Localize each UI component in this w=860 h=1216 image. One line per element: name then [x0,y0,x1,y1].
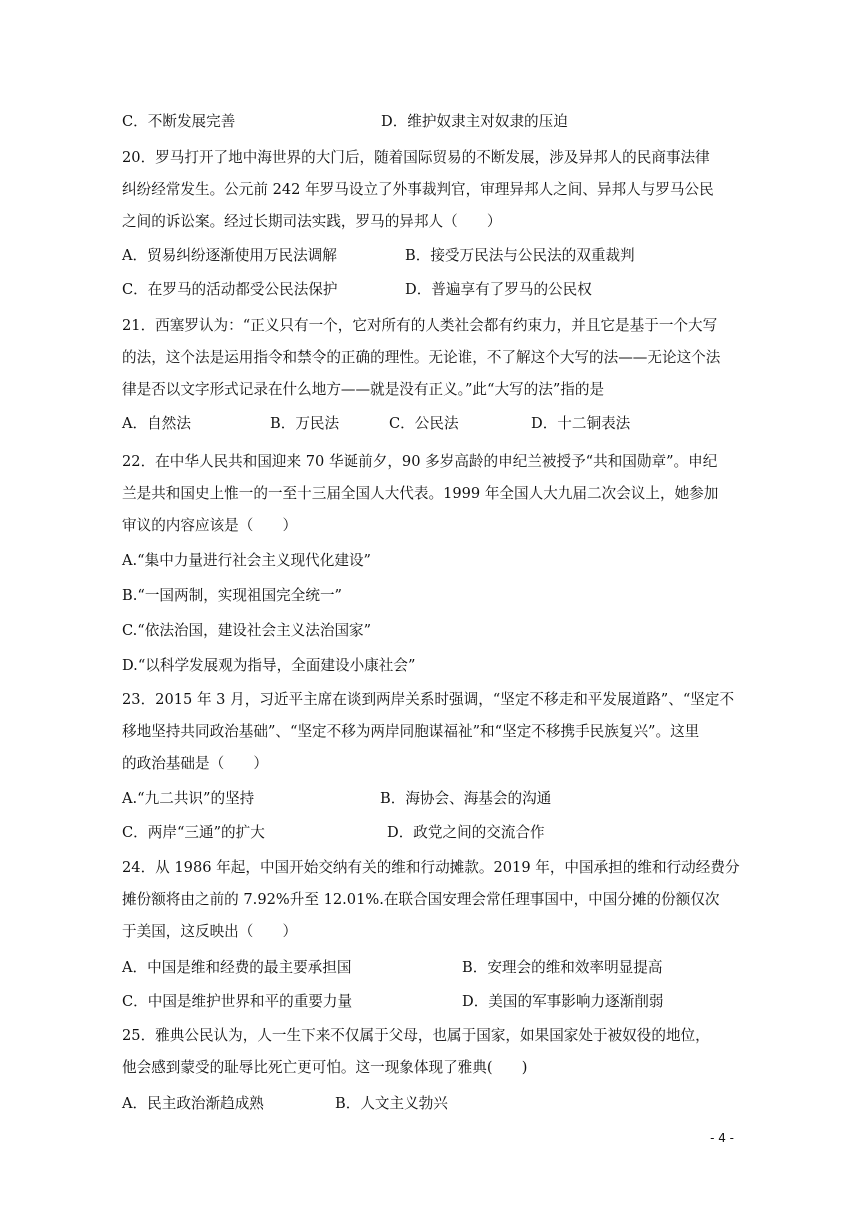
q20-option-c: C．在罗马的活动都受公民法保护 [122,281,338,298]
q24-stem-line-2: 摊份额将由之前的 7.92%升至 12.01%.在联合国安理会常任理事国中，中国分摊的份额仅次 [122,891,720,908]
q20-option-d: D．普遍享有了罗马的公民权 [405,281,592,298]
q23-option-a: A.“九二共识”的坚持 [122,790,255,807]
q23-option-c: C．两岸“三通”的扩大 [122,824,265,841]
q22-stem-line-3: 审议的内容应该是（ ） [122,517,298,534]
q21-option-d: D．十二铜表法 [531,415,631,432]
q25-stem-line-1: 25．雅典公民认为，人一生下来不仅属于父母，也属于国家，如果国家处于被奴役的地位， [122,1027,710,1044]
q23-option-d: D．政党之间的交流合作 [387,824,545,841]
q24-stem-line-3: 于美国，这反映出（ ） [122,923,298,940]
q19-option-d: D．维护奴隶主对奴隶的压迫 [381,113,568,130]
q20-stem-line-2: 纠纷经常发生。公元前 242 年罗马设立了外事裁判官，审理异邦人之间、异邦人与罗马公民 [122,181,714,198]
q21-option-b: B．万民法 [270,415,340,432]
q22-stem-line-1: 22．在中华人民共和国迎来 70 华诞前夕，90 多岁高龄的申纪兰被授予“共和国勋章”。申纪 [122,453,718,470]
q23-stem-line-3: 的政治基础是（ ） [122,755,268,772]
q25-option-a: A．民主政治渐趋成熟 [122,1095,264,1112]
q20-option-b: B．接受万民法与公民法的双重裁判 [405,247,635,264]
q25-stem-line-2: 他会感到蒙受的耻辱比死亡更可怕。这一现象体现了雅典( ) [122,1059,528,1076]
q21-option-c: C．公民法 [389,415,459,432]
q20-option-a: A．贸易纠纷逐渐使用万民法调解 [122,247,337,264]
q20-stem-line-3: 之间的诉讼案。经过长期司法实践，罗马的异邦人（ ） [122,213,502,230]
q22-option-a: A.“集中力量进行社会主义现代化建设” [122,552,372,569]
q22-option-c: C.“依法治国，建设社会主义法治国家” [122,622,372,639]
q19-option-c: C．不断发展完善 [122,113,236,130]
q23-stem-line-1: 23．2015 年 3 月，习近平主席在谈到两岸关系时强调，“坚定不移走和平发展道路”、“坚定不 [122,691,735,708]
q22-stem-line-2: 兰是共和国史上惟一的一至十三届全国人大代表。1999 年全国人大九届二次会议上，她参加 [122,485,719,502]
q20-stem-line-1: 20．罗马打开了地中海世界的大门后，随着国际贸易的不断发展，涉及异邦人的民商事法律 [122,149,710,166]
q22-option-d: D.“以科学发展观为指导，全面建设小康社会” [122,657,416,674]
q24-option-b: B．安理会的维和效率明显提高 [462,959,663,976]
q24-option-a: A．中国是维和经费的最主要承担国 [122,959,352,976]
q23-stem-line-2: 移地坚持共同政治基础”、“坚定不移为两岸同胞谋福祉”和“坚定不移携手民族复兴”。这里 [122,723,700,740]
q24-option-c: C．中国是维护世界和平的重要力量 [122,993,353,1010]
q25-option-b: B．人文主义勃兴 [335,1095,448,1112]
page-number: - 4 - [710,1131,734,1145]
q21-option-a: A．自然法 [122,415,191,432]
q23-option-b: B．海协会、海基会的沟通 [380,790,552,807]
q22-option-b: B.“一国两制，实现祖国完全统一” [122,587,343,604]
q21-stem-line-1: 21．西塞罗认为：“正义只有一个，它对所有的人类社会都有约束力，并且它是基于一个大写 [122,317,718,334]
q24-option-d: D．美国的军事影响力逐渐削弱 [462,993,664,1010]
q24-stem-line-1: 24．从 1986 年起，中国开始交纳有关的维和行动摊款。2019 年，中国承担的维和行动经费分 [122,859,740,876]
q21-stem-line-3: 律是否以文字形式记录在什么地方——就是没有正义。”此“大写的法”指的是 [122,381,605,398]
q21-stem-line-2: 的法，这个法是运用指令和禁令的正确的理性。无论谁，不了解这个大写的法——无论这个法 [122,349,721,366]
